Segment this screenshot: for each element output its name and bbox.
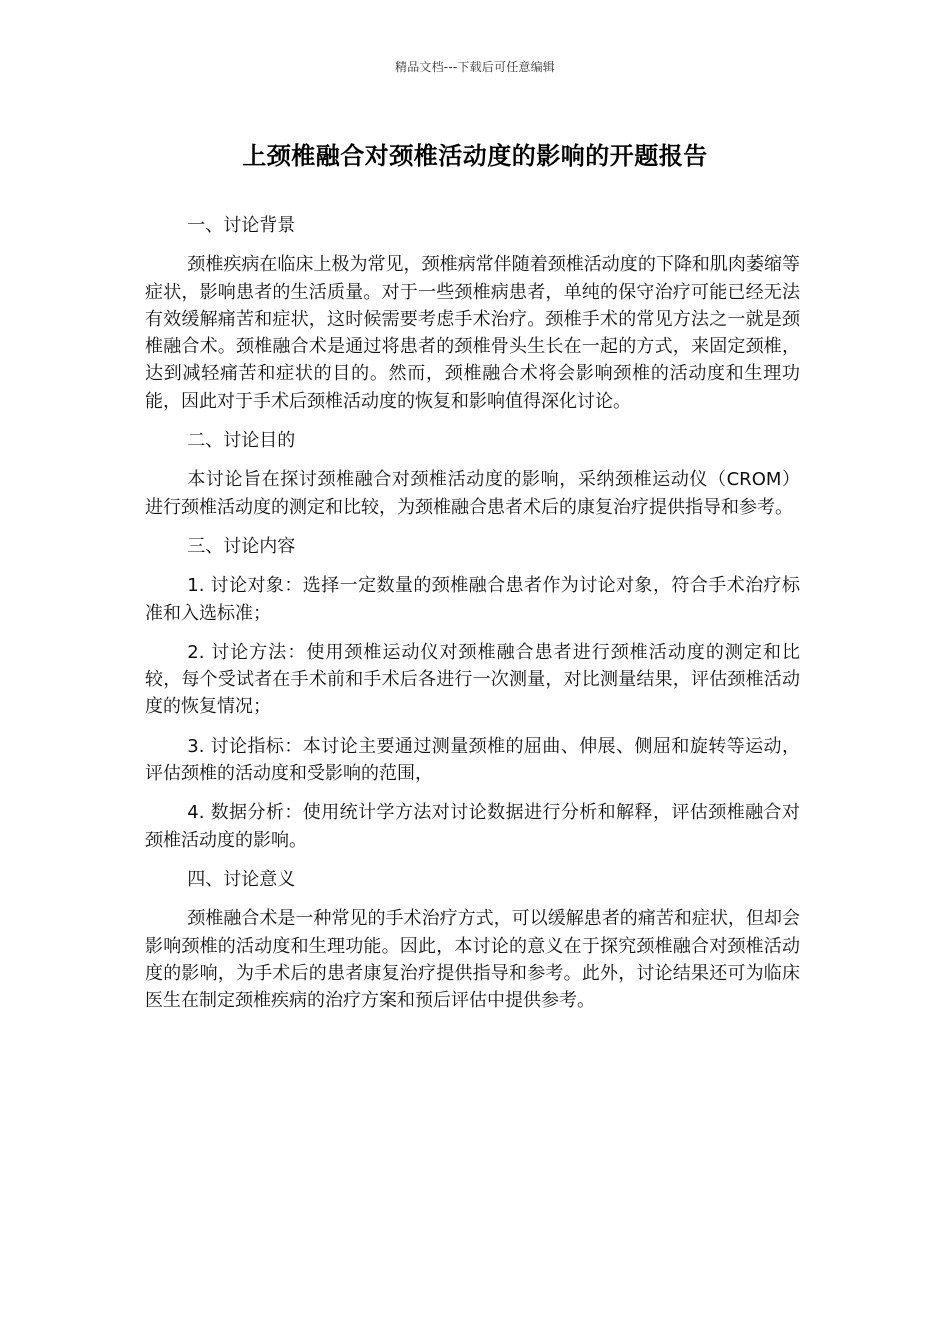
section-heading-significance: 四、讨论意义 <box>187 868 296 890</box>
section-heading-purpose: 二、讨论目的 <box>187 430 296 452</box>
list-item-analysis: 4. 数据分析：使用统计学方法对讨论数据进行分析和解释，评估颈椎融合对颈椎活动度的影响。 <box>145 802 800 851</box>
paragraph-background: 颈椎疾病在临床上极为常见，颈椎病常伴随着颈椎活动度的下降和肌肉萎缩等症状，影响患者的生活质量。对于一些颈椎病患者，单纯的保守治疗可能已经无法有效缓解痛苦和症状，这时候需要考虑手术治疗。颈椎手术的常见方法之一就是颈椎融合术。颈椎融合术是通过将患者的颈椎骨头生长在一起的方式，来固定颈椎，达到减轻痛苦和症状的目的。然而，颈椎融合术将会影响颈椎的活动度和生理功能，因此对于手术后颈椎活动度的恢复和影响值得深化讨论。 <box>145 254 800 412</box>
page-header: 精品文档---下载后可任意编辑 <box>395 60 555 74</box>
paragraph-significance: 颈椎融合术是一种常见的手术治疗方式，可以缓解患者的痛苦和症状，但却会影响颈椎的活动度和生理功能。因此，本讨论的意义在于探究颈椎融合对颈椎活动度的影响，为手术后的患者康复治疗提供指导和参考。此外，讨论结果还可为临床医生在制定颈椎疾病的治疗方案和预后评估中提供参考。 <box>145 908 800 1012</box>
paragraph-purpose: 本讨论旨在探讨颈椎融合对颈椎活动度的影响，采纳颈椎运动仪（CROM）进行颈椎活动度的测定和比较，为颈椎融合患者术后的康复治疗提供指导和参考。 <box>145 469 800 518</box>
section-heading-background: 一、讨论背景 <box>187 215 296 236</box>
document-title: 上颈椎融合对颈椎活动度的影响的开题报告 <box>242 142 708 170</box>
section-heading-content: 三、讨论内容 <box>187 535 296 557</box>
document-body <box>145 212 800 1026</box>
list-item-indicators: 3. 讨论指标：本讨论主要通过测量颈椎的屈曲、伸展、侧屈和旋转等运动，评估颈椎的活动度和受影响的范围， <box>145 735 800 785</box>
list-item-subjects: 1. 讨论对象：选择一定数量的颈椎融合患者作为讨论对象，符合手术治疗标准和入选标准； <box>145 575 800 624</box>
list-item-methods: 2. 讨论方法：使用颈椎运动仪对颈椎融合患者进行颈椎活动度的测定和比较，每个受试者在手术前和手术后各进行一次测量，对比测量结果，评估颈椎活动度的恢复情况； <box>145 641 800 718</box>
